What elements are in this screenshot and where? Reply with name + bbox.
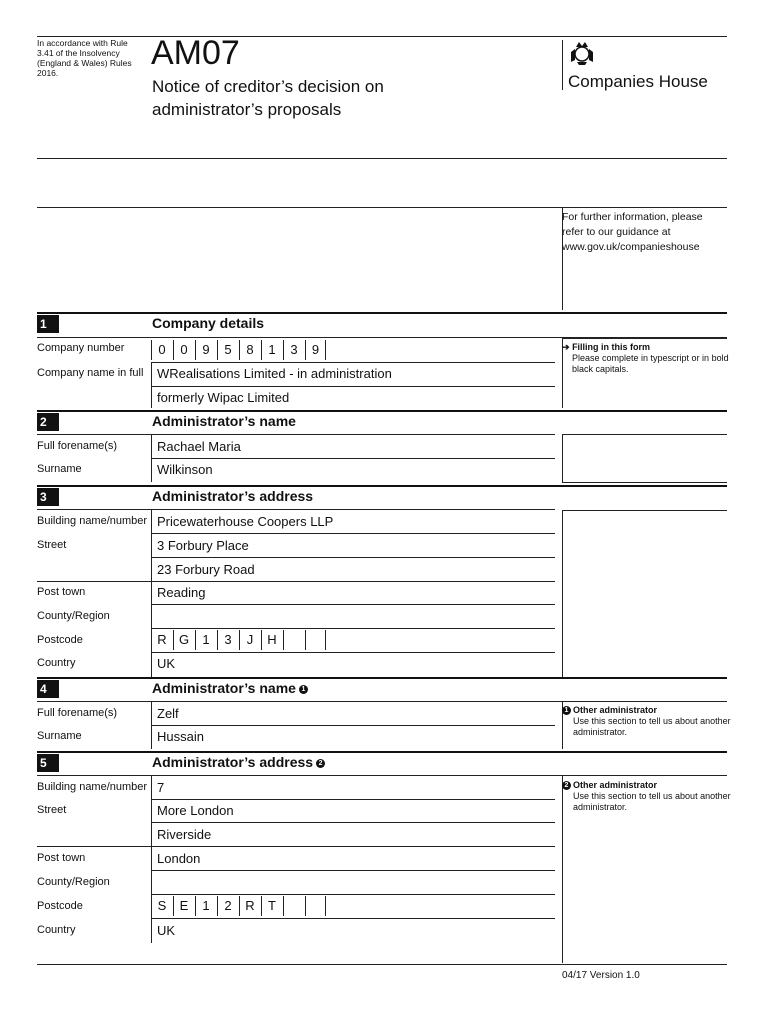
- postcode-char: 1: [195, 896, 216, 916]
- field-underline: [151, 799, 555, 800]
- postcode-char: [283, 630, 304, 650]
- postcode-char: R: [151, 630, 172, 650]
- postcode-label: Postcode: [37, 634, 83, 646]
- company-name-field[interactable]: WRealisations Limited - in administration: [157, 366, 392, 381]
- field-underline: [151, 533, 555, 534]
- section1-title: Company details: [152, 315, 265, 331]
- forename-label: Full forename(s): [37, 440, 118, 452]
- company-name-line2-field[interactable]: formerly Wipac Limited: [157, 390, 290, 405]
- header-rule-2: [37, 207, 727, 208]
- filling-note: [562, 342, 732, 375]
- section2-title: Administrator’s name: [152, 413, 296, 429]
- section5-title: Administrator’s address: [152, 754, 314, 770]
- other-admin-note-title: Other administrator: [573, 780, 658, 790]
- forename-field[interactable]: Rachael Maria: [157, 439, 241, 454]
- other-admin-note-text: Use this section to tell us about another administrator.: [573, 791, 731, 812]
- section4-title: Administrator’s name: [152, 680, 296, 696]
- company-number-digit: 8: [239, 340, 260, 360]
- section4-number: 4: [37, 680, 59, 698]
- filling-note-text: Please complete in typescript or in bold black capitals.: [572, 353, 729, 374]
- country-field[interactable]: UK: [157, 656, 176, 671]
- field-underline: [151, 870, 555, 871]
- company-number-digit: 9: [195, 340, 216, 360]
- other-admin-note-text: Use this section to tell us about another administrator.: [573, 716, 731, 737]
- section4-title-wrap: [152, 680, 308, 696]
- arrow-right-icon: ➔: [562, 342, 570, 352]
- street-label: Street: [37, 804, 67, 816]
- rule-note: In accordance with Rule 3.41 of the Insolvency (England & Wales) Rules 2016.: [37, 38, 132, 78]
- section4-rule: [37, 677, 727, 679]
- field-underline: [151, 386, 555, 387]
- note-rule: [562, 434, 727, 435]
- surname-field[interactable]: Hussain: [157, 729, 204, 744]
- section3-number: 3: [37, 488, 59, 506]
- field-underline: [151, 458, 555, 459]
- brand-name: Companies House: [568, 72, 708, 91]
- field-underline: [151, 362, 555, 363]
- postcode-char: G: [173, 630, 194, 650]
- note-divider: [562, 510, 563, 677]
- section5-number: 5: [37, 754, 59, 772]
- field-underline: [151, 822, 555, 823]
- note-rule: [562, 482, 727, 483]
- company-number-digit: 3: [283, 340, 304, 360]
- section3-rule: [37, 485, 727, 487]
- postcode-char: 3: [217, 630, 238, 650]
- street-field[interactable]: More London: [157, 803, 234, 818]
- top-rule: [37, 36, 727, 37]
- forename-field[interactable]: Zelf: [157, 706, 179, 721]
- post-town-field[interactable]: Reading: [157, 585, 206, 600]
- section5-row-rule: [37, 775, 727, 776]
- surname-label: Surname: [37, 730, 82, 742]
- other-admin-note-title: Other administrator: [573, 705, 658, 715]
- forename-label: Full forename(s): [37, 707, 118, 719]
- section3-row-rule: [37, 509, 555, 510]
- section4-marker: 1: [299, 685, 308, 694]
- note-rule: [562, 510, 727, 511]
- postcode-char: [283, 896, 304, 916]
- county-label: County/Region: [37, 876, 110, 888]
- section3-title: Administrator’s address: [152, 488, 314, 504]
- footer-rule: [37, 964, 727, 965]
- section2-number: 2: [37, 413, 59, 431]
- postcode-char: 2: [217, 896, 238, 916]
- filling-note-title: Filling in this form: [572, 342, 651, 352]
- field-underline: [151, 628, 555, 629]
- postcode-char: 1: [195, 630, 216, 650]
- postcode-char: J: [239, 630, 260, 650]
- surname-label: Surname: [37, 463, 82, 475]
- country-label: Country: [37, 924, 76, 936]
- royal-crest-icon: [568, 40, 596, 66]
- section5-title-wrap: [152, 754, 325, 770]
- field-edge: [151, 362, 152, 408]
- company-number-digit: 0: [151, 340, 172, 360]
- postcode-char: H: [261, 630, 282, 650]
- street2-field[interactable]: 23 Forbury Road: [157, 562, 255, 577]
- note-marker: 1: [562, 706, 571, 715]
- postcode-char: [305, 896, 326, 916]
- building-field[interactable]: 7: [157, 780, 165, 795]
- building-field[interactable]: Pricewaterhouse Coopers LLP: [157, 514, 334, 529]
- form-code: AM07: [151, 34, 240, 72]
- section2-row-rule: [37, 434, 555, 435]
- field-underline: [151, 894, 555, 895]
- other-admin-note-2: [562, 780, 732, 813]
- post-town-label: Post town: [37, 586, 86, 598]
- section5-marker: 2: [316, 759, 325, 768]
- postcode-char: R: [239, 896, 260, 916]
- version-label: 04/17 Version 1.0: [562, 970, 640, 981]
- country-field[interactable]: UK: [157, 923, 176, 938]
- field-underline: [151, 604, 555, 605]
- postcode-char: E: [173, 896, 194, 916]
- header-rule-1: [37, 158, 727, 159]
- building-label: Building name/number: [37, 515, 148, 527]
- section1-number: 1: [37, 315, 59, 333]
- field-underline: [37, 846, 555, 847]
- company-number-digit: 5: [217, 340, 238, 360]
- field-underline: [151, 725, 555, 726]
- company-name-label: Company name in full: [37, 367, 144, 379]
- surname-field[interactable]: Wilkinson: [157, 462, 213, 477]
- post-town-label: Post town: [37, 852, 86, 864]
- field-underline: [151, 652, 555, 653]
- section4-row-rule: [37, 701, 727, 702]
- brand-divider: [562, 40, 563, 90]
- section1-rule: [37, 312, 727, 314]
- section5-rule: [37, 751, 727, 753]
- street2-field[interactable]: Riverside: [157, 827, 212, 842]
- postcode-char: T: [261, 896, 282, 916]
- building-label: Building name/number: [37, 781, 148, 793]
- postcode-char: S: [151, 896, 172, 916]
- post-town-field[interactable]: London: [157, 851, 201, 866]
- company-number-label: Company number: [37, 342, 125, 354]
- note-divider: [562, 434, 563, 482]
- field-underline: [151, 918, 555, 919]
- form-title-line2: administrator’s proposals: [152, 100, 342, 119]
- note-marker: 2: [562, 781, 571, 790]
- field-underline: [37, 581, 555, 582]
- street-label: Street: [37, 539, 67, 551]
- company-number-digit: 9: [305, 340, 326, 360]
- company-number-digit: 1: [261, 340, 282, 360]
- note-rule: [562, 338, 727, 339]
- postcode-char: [305, 630, 326, 650]
- form-title-line1: Notice of creditor’s decision on: [152, 77, 384, 96]
- postcode-label: Postcode: [37, 900, 83, 912]
- county-label: County/Region: [37, 610, 110, 622]
- street-field[interactable]: 3 Forbury Place: [157, 538, 249, 553]
- field-underline: [151, 557, 555, 558]
- other-admin-note: [562, 705, 732, 738]
- company-number-digit: 0: [173, 340, 194, 360]
- guidance-text: For further information, please refer to our guidance at www.gov.uk/companieshouse: [562, 211, 703, 253]
- section2-rule: [37, 410, 727, 412]
- country-label: Country: [37, 657, 76, 669]
